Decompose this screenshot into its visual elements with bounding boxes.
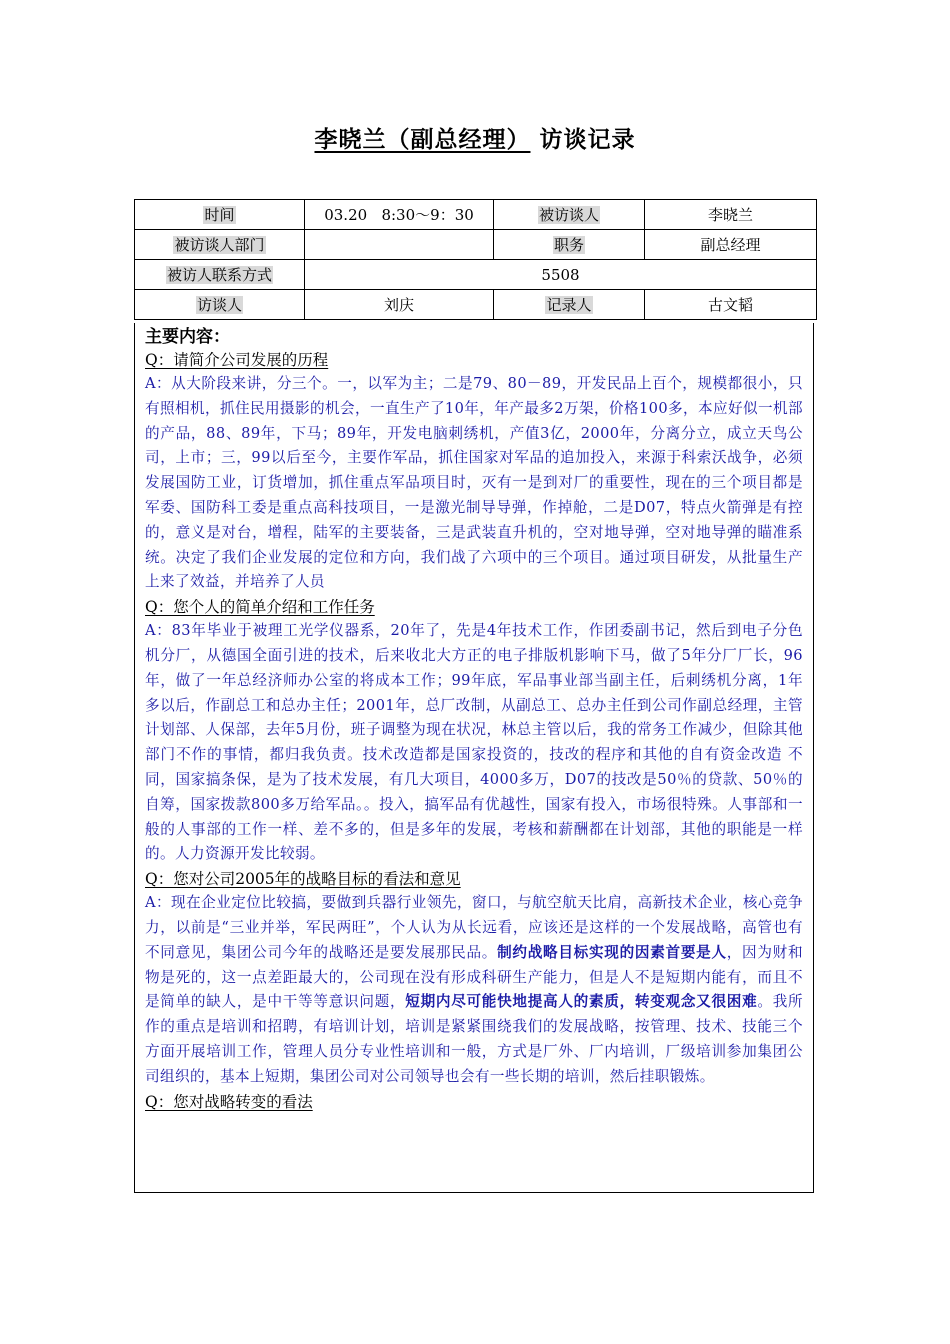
- recorder-label-cell: [494, 290, 645, 320]
- answer-3-emphasis-1: 制约战略目标实现的因素首要是人: [497, 943, 727, 961]
- interviewer-label-cell: [135, 290, 305, 320]
- time-label-cell: [135, 200, 305, 230]
- dept-value: [305, 230, 494, 260]
- table-row: [135, 200, 817, 230]
- dept-label: 被访谈人部门: [174, 236, 265, 254]
- position-label: 职务: [553, 236, 584, 254]
- interview-info-table: [134, 199, 817, 320]
- table-row: [135, 230, 817, 260]
- title-suffix: 访谈记录: [539, 126, 636, 153]
- main-content: [134, 323, 814, 1193]
- content-heading: 主要内容：: [145, 327, 230, 347]
- interviewer-label: 访谈人: [196, 296, 242, 314]
- page-title: [0, 121, 950, 154]
- interviewee-value: 李晓兰: [645, 200, 817, 230]
- answer-3: [145, 891, 803, 1089]
- question-2: Q：您个人的简单介绍和工作任务: [145, 598, 375, 617]
- answer-3-part-2: ，因为财和物是死的，这一点差距最大的，公司现在没有形成科研生产能力，但是人不是短期内能有，而且不是简单的缺人，是中干等等意识问题，: [145, 943, 803, 1011]
- answer-3-part-1: A：现在企业定位比较搞，要做到兵器行业领先，窗口，与航空航天比肩，高新技术企业，核心竞争力，以前是“三业并举，军民两旺”，个人认为从长远看，应该还是这样的一个发展战略，高管也有不同意见，集团公司今年的战略还是要发展那民品。: [145, 894, 803, 961]
- time-value: 03.20 8:30～9：30: [305, 200, 494, 230]
- time-label: 时间: [204, 206, 235, 224]
- question-3: Q：您对公司2005年的战略目标的看法和意见: [145, 870, 461, 889]
- dept-label-cell: [135, 230, 305, 260]
- position-label-cell: [494, 230, 645, 260]
- question-1: Q：请简介公司发展的历程: [145, 351, 329, 369]
- recorder-value: 古文韬: [645, 290, 817, 320]
- question-4: Q：您对战略转变的看法: [145, 1092, 313, 1111]
- answer-3-emphasis-2: 短期内尽可能快地提高人的素质，转变观念又很困难: [405, 993, 758, 1011]
- recorder-label: 记录人: [546, 296, 592, 314]
- position-value: 副总经理: [645, 230, 817, 260]
- contact-label-cell: [135, 260, 305, 290]
- interviewee-label-cell: [494, 200, 645, 230]
- interviewer-value: 刘庆: [305, 290, 494, 320]
- table-row: [135, 290, 817, 320]
- contact-value: 5508: [305, 260, 817, 290]
- table-row: [135, 260, 817, 290]
- answer-3-part-3: 。我所作的重点是培训和招聘，有培训计划，培训是紧紧围绕我们的发展战略，按管理、技术、技能三个方面开展培训工作，管理人员分专业性培训和一般，方式是厂外、厂内培训，厂级培训参加集团公司组织的，基本上短期，集团公司对公司领导也会有一些长期的培训，然后挂职锻炼。: [145, 993, 804, 1085]
- contact-label: 被访人联系方式: [166, 266, 272, 284]
- answer-1: A：从大阶段来讲，分三个。一，以军为主；二是79、80－89，开发民品上百个，规模都很小，只有照相机，抓住民用摄影的机会，一直生产了10年，年产最多2万架，价格100多，本应好似一机部的产品，88、89年，下马；89年，开发电脑刺绣机，产值3亿，2000年，分离分立，成立天鸟公司，上市；三，99以后至今，主要作军品，抓住国家对军品的追加投入，来源于科索沃战争，必须发展国防工业，订货增加，抓住重点军品项目时，灭有一是到对厂的重要性，现在的三个项目都是军委、国防科工委是重点高科技项目，一是激光制导导弹，作掉舱，二是D07，特点火箭弹是有控的，意义是对台，增程，陆军的主要装备，三是武装直升机的，空对地导弹，空对地导弹的瞄准系统。决定了我们企业发展的定位和方向，我们战了六项中的三个项目。通过项目研发，从批量生产上来了效益，并培养了人员: [145, 375, 803, 591]
- answer-2: A：83年毕业于被理工光学仪器系，20年了，先是4年技术工作，作团委副书记，然后到电子分色机分厂，从德国全面引进的技术，后来收北大方正的电子排版机影响下马，做了5年分厂厂长，96年，做了一年总经济师办公室的将成本工作；99年底，军品事业部当副主任，后刺绣机分离，1年多以后，作副总工和总办主任；2001年，总厂改制，从副总工、总办主任到公司作副总经理，主管计划部、人保部，去年5月份，班子调整为现在状况，林总主管以后，我的常务工作减少，但除其他部门不作的事情，都归我负责。技术改造都是国家投资的，技改的程序和其他的自有资金改造 不同，国家搞条保，是为了技术发展，有几大项目，4000多万，D07的技改是50％的贷款、50％的自筹，国家拨款800多万给军品。。投入，搞军品有优越性，国家有投入，市场很特殊。人事部和一般的人事部的工作一样、差不多的，但是多年的发展，考核和薪酬都在计划部，其他的职能是一样的。人力资源开发比较弱。: [145, 622, 803, 863]
- interviewee-label: 被访谈人: [538, 206, 599, 224]
- title-name: 李晓兰（副总经理）: [314, 126, 531, 153]
